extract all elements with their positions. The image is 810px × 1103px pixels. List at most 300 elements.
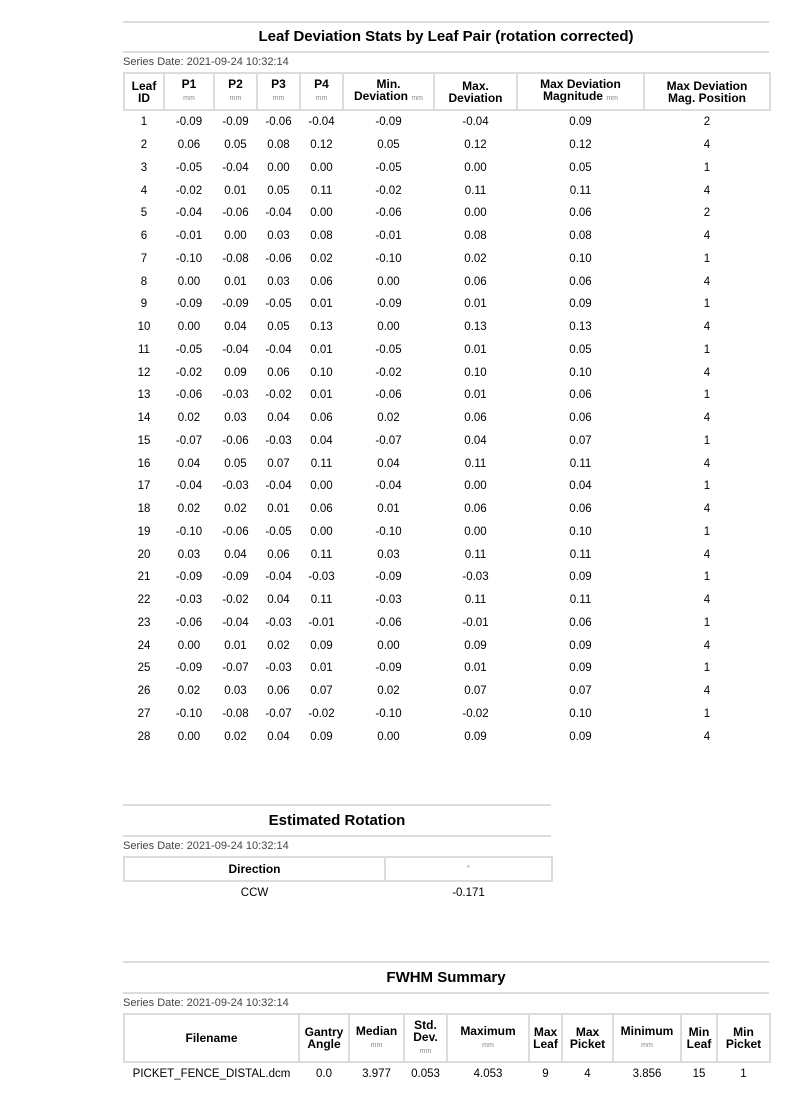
header-label-line2: Magnitude [542, 89, 603, 103]
table-cell: -0.06 [222, 434, 249, 447]
table-row [124, 134, 770, 157]
table-cell: 12 [137, 366, 151, 379]
table-cell: 4 [584, 1068, 591, 1081]
header-label-line2: Leaf [686, 1037, 712, 1051]
table-cell: -0.01 [375, 230, 402, 243]
table-cell: 0.06 [464, 412, 487, 425]
table-row [124, 407, 770, 430]
table-cell: -0.09 [175, 298, 203, 311]
table-cell: -0.03 [308, 571, 335, 584]
table-cell: -0.02 [462, 707, 489, 720]
leaf_table-header-cell [124, 73, 164, 110]
table-cell: 0.09 [569, 730, 592, 743]
table-cell: -0.01 [175, 230, 203, 243]
fwhm_table-header-cell [529, 1014, 562, 1062]
table-cell: -0.04 [222, 616, 249, 629]
table-cell: -0.03 [462, 571, 489, 584]
leaf-deviation-table [123, 72, 771, 748]
table-cell: 0.053 [411, 1068, 440, 1081]
table-cell: 0.04 [267, 412, 290, 425]
leaf-header-row [124, 73, 770, 110]
table-cell: -0.10 [375, 252, 402, 265]
header-label-line2: Picket [569, 1037, 606, 1051]
table-cell: 22 [137, 594, 151, 607]
table-cell: -0.10 [375, 707, 402, 720]
table-cell: 4 [703, 548, 711, 561]
table-row [124, 634, 770, 657]
table-cell: 0.08 [267, 139, 290, 152]
table-cell: 4 [703, 594, 711, 607]
table-row [124, 881, 552, 905]
table-cell: -0.06 [175, 616, 203, 629]
table-cell: -0.04 [462, 116, 489, 129]
table-cell: -0.171 [452, 887, 485, 900]
title-rule [123, 992, 769, 994]
table-cell: -0.03 [265, 434, 292, 447]
table-cell: -0.09 [375, 298, 402, 311]
title-rule [123, 51, 769, 53]
table-cell: 0.11 [569, 184, 592, 197]
table-cell: 0.05 [377, 139, 400, 152]
table-cell: 0.11 [464, 548, 487, 561]
table-cell: 0.07 [267, 457, 290, 470]
table-cell: 0.09 [310, 639, 333, 652]
table-cell: 1 [703, 343, 711, 356]
table-cell: 0.09 [464, 730, 487, 743]
table-cell: 0.01 [224, 639, 247, 652]
header-label: Gantry [304, 1025, 344, 1039]
header-label: Filename [185, 1031, 238, 1045]
table-row [124, 475, 770, 498]
table-row [124, 179, 770, 202]
table-cell: 0.01 [224, 275, 247, 288]
table-cell: 0.0 [316, 1068, 332, 1081]
table-cell: 25 [137, 662, 151, 675]
header-label: Min [688, 1025, 710, 1039]
table-cell: 0.06 [464, 503, 487, 516]
header-label: Min [733, 1025, 754, 1039]
table-cell: 0.10 [569, 252, 592, 265]
table-cell: -0.09 [222, 298, 249, 311]
table-cell: 0.00 [267, 161, 290, 174]
table-cell: 0.03 [224, 685, 247, 698]
table-cell: -0.09 [175, 116, 203, 129]
table-cell: 0.05 [267, 184, 290, 197]
table-cell: 0.13 [464, 321, 487, 334]
table-cell: -0.03 [175, 594, 203, 607]
table-cell: -0.07 [175, 434, 203, 447]
table-cell: 0.02 [177, 412, 201, 425]
table-row [124, 543, 770, 566]
table-row [124, 680, 770, 703]
table-cell: 0.02 [377, 685, 400, 698]
fwhm_table-header-cell [404, 1014, 447, 1062]
table-row [124, 657, 770, 680]
table-cell: 1 [703, 480, 711, 493]
table-cell: 0.12 [464, 139, 487, 152]
table-cell: 0.00 [310, 525, 333, 538]
table-cell: 0.02 [377, 412, 400, 425]
table-cell: 7 [140, 252, 148, 265]
table-cell: 21 [137, 571, 151, 584]
table-cell: 0.02 [177, 685, 201, 698]
table-row [124, 270, 770, 293]
table-row [124, 202, 770, 225]
table-cell: 0.11 [464, 594, 487, 607]
table-cell: 0.06 [464, 275, 487, 288]
rotation-table-title: Estimated Rotation [268, 812, 406, 829]
table-cell: 0.12 [310, 139, 333, 152]
table-cell: -0.03 [375, 594, 402, 607]
table-cell: -0.08 [222, 252, 249, 265]
table-cell: 0.09 [569, 116, 592, 129]
table-cell: -0.06 [222, 525, 249, 538]
table-cell: 0.06 [569, 616, 592, 629]
table-row [124, 248, 770, 271]
header-label-line2: Deviation [448, 90, 503, 105]
table-cell: 1 [703, 571, 711, 584]
table-cell: 0.11 [310, 594, 333, 607]
table-row [124, 430, 770, 453]
table-cell: 0.01 [464, 343, 487, 356]
table-cell: 0.03 [377, 548, 400, 561]
table-cell: 0.07 [310, 685, 333, 698]
table-cell: 28 [137, 730, 151, 743]
fwhm-section [123, 961, 769, 1086]
table-cell: PICKET_FENCE_DISTAL.dcm [132, 1068, 291, 1081]
table-cell: 0.02 [267, 639, 290, 652]
table-cell: 0.08 [464, 230, 487, 243]
header-label: Maximum [460, 1023, 516, 1038]
table-cell: -0.04 [222, 161, 249, 174]
fwhm_table-header-cell [562, 1014, 613, 1062]
table-row [124, 725, 770, 748]
fwhm_table-header-cell [447, 1014, 529, 1062]
table-cell: 0.06 [177, 139, 201, 152]
table-cell: CCW [240, 887, 269, 900]
fwhm_table-header-cell [349, 1014, 404, 1062]
table-cell: 0.08 [569, 230, 592, 243]
table-cell: 0.06 [569, 412, 592, 425]
table-cell: 6 [140, 230, 148, 243]
header-label-line2: Leaf [533, 1037, 558, 1051]
unit-label: mm [482, 1041, 494, 1049]
table-cell: -0.10 [175, 525, 203, 538]
table-cell: 0.02 [310, 252, 333, 265]
table-cell: 0.02 [224, 503, 247, 516]
table-cell: 0.00 [377, 321, 400, 334]
table-cell: -0.08 [222, 707, 249, 720]
header-label: P4 [314, 77, 329, 91]
table-cell: 4 [703, 366, 711, 379]
table-cell: 0.06 [310, 412, 333, 425]
table-row [124, 361, 770, 384]
table-cell: 0.03 [224, 412, 247, 425]
table-cell: -0.02 [175, 184, 203, 197]
table-row [124, 521, 770, 544]
leaf_table-header-cell [434, 73, 517, 110]
table-cell: 0.06 [310, 503, 333, 516]
table-cell: 0.04 [377, 457, 400, 470]
table-cell: 18 [137, 503, 151, 516]
table-cell: 11 [138, 343, 150, 356]
table-cell: 1 [703, 662, 711, 675]
table-cell: -0.01 [308, 616, 335, 629]
table-cell: 1 [703, 525, 711, 538]
table-cell: 0.06 [267, 366, 290, 379]
table-cell: -0.04 [375, 480, 402, 493]
table-cell: -0.05 [175, 161, 203, 174]
rotation-series-date: Series Date: 2021-09-24 10:32:14 [123, 840, 289, 852]
header-label-line2: Deviation [353, 89, 408, 103]
table-cell: -0.05 [175, 343, 203, 356]
unit-label: mm [229, 95, 242, 102]
table-cell: -0.02 [375, 366, 402, 379]
table-cell: 0.01 [310, 662, 333, 675]
table-cell: -0.06 [375, 207, 402, 220]
table-cell: 14 [137, 412, 151, 425]
leaf-table-body [124, 110, 770, 748]
table-cell: 0.10 [569, 366, 592, 379]
direction-header-cell: Direction [124, 857, 385, 881]
table-cell: 0.09 [224, 366, 247, 379]
table-row [124, 339, 770, 362]
table-cell: -0.03 [222, 389, 249, 402]
table-cell: 0.05 [569, 343, 592, 356]
table-cell: 0.00 [177, 321, 201, 334]
table-cell: 0.13 [310, 321, 333, 334]
header-label: Leaf [131, 78, 157, 93]
unit-label: mm [419, 1047, 432, 1055]
unit-label: mm [411, 95, 424, 102]
header-label: Max Deviation [666, 78, 748, 93]
table-cell: 0.02 [224, 730, 247, 743]
table-cell: 0.09 [569, 298, 592, 311]
leaf_table-header-cell [257, 73, 300, 110]
table-row [124, 110, 770, 134]
fwhm-table-title: FWHM Summary [386, 969, 506, 986]
table-cell: 2 [703, 116, 711, 129]
table-row [124, 452, 770, 475]
table-cell: -0.02 [175, 366, 203, 379]
table-cell: 0.01 [310, 389, 333, 402]
table-cell: 0.04 [267, 594, 290, 607]
table-cell: 0.00 [177, 639, 201, 652]
fwhm_table-header-cell [717, 1014, 770, 1062]
table-cell: 0.01 [377, 503, 400, 516]
table-cell: 0.04 [569, 480, 592, 493]
table-cell: 0.04 [464, 434, 487, 447]
table-cell: 4 [703, 275, 711, 288]
leaf-series-date: Series Date: 2021-09-24 10:32:14 [123, 56, 289, 68]
table-cell: 0.05 [224, 457, 247, 470]
fwhm-header-row [124, 1014, 770, 1062]
table-cell: 4 [703, 503, 711, 516]
table-cell: 0.04 [310, 434, 333, 447]
unit-label: mm [315, 95, 328, 102]
table-cell: -0.02 [265, 389, 292, 402]
rotation-section [123, 804, 551, 905]
table-cell: 0.03 [267, 275, 290, 288]
table-cell: 26 [137, 685, 151, 698]
table-cell: -0.09 [375, 116, 402, 129]
header-label: Minimum [620, 1023, 674, 1038]
table-cell: 0.00 [464, 161, 487, 174]
table-cell: 0.08 [310, 230, 333, 243]
table-cell: 0.11 [310, 548, 333, 561]
table-cell: -0.03 [265, 616, 292, 629]
table-cell: -0.06 [375, 389, 402, 402]
table-cell: 0.00 [464, 525, 487, 538]
table-cell: -0.06 [222, 207, 249, 220]
rotation-table-body [124, 881, 552, 905]
table-cell: 0.06 [310, 275, 333, 288]
table-cell: 0.00 [310, 161, 333, 174]
unit-label: mm [183, 95, 195, 102]
table-cell: -0.06 [265, 252, 292, 265]
table-cell: 0.03 [267, 230, 290, 243]
table-cell: 1 [703, 707, 711, 720]
header-label-line2: Picket [725, 1037, 762, 1051]
fwhm_table-header-cell [124, 1014, 299, 1062]
table-cell: 2 [140, 139, 148, 152]
table-cell: -0.09 [175, 571, 203, 584]
table-cell: -0.04 [175, 207, 203, 220]
table-cell: 4 [140, 184, 148, 197]
table-cell: 0.11 [464, 457, 487, 470]
table-cell: -0.09 [375, 571, 402, 584]
table-cell: -0.04 [265, 480, 292, 493]
table-cell: 4 [703, 321, 711, 334]
table-cell: 4 [703, 730, 711, 743]
table-cell: 0.09 [569, 639, 592, 652]
table-cell: 0.05 [267, 321, 290, 334]
table-row [124, 589, 770, 612]
table-cell: 1 [703, 434, 711, 447]
table-cell: -0.10 [175, 252, 203, 265]
table-cell: 0.00 [310, 207, 333, 220]
table-cell: 0.11 [310, 184, 333, 197]
table-cell: 0.06 [569, 275, 592, 288]
table-cell: 0.03 [177, 548, 201, 561]
table-cell: -0.10 [175, 707, 203, 720]
table-cell: -0.03 [222, 480, 249, 493]
table-cell: -0.03 [265, 662, 292, 675]
table-row [124, 384, 770, 407]
table-cell: -0.01 [462, 616, 489, 629]
table-cell: 1 [740, 1068, 747, 1081]
fwhm_table-header-cell [681, 1014, 717, 1062]
table-cell: 17 [137, 480, 151, 493]
table-cell: -0.09 [175, 662, 203, 675]
table-cell: 4 [703, 230, 711, 243]
leaf_table-header-cell [517, 73, 644, 110]
table-cell: 0.11 [569, 548, 592, 561]
table-cell: 0.07 [569, 685, 592, 698]
table-row [124, 612, 770, 635]
table-cell: 0.04 [224, 548, 247, 561]
table-cell: -0.09 [222, 116, 249, 129]
table-cell: 1 [703, 161, 711, 174]
unit-label: mm [272, 95, 285, 102]
table-cell: 20 [137, 548, 151, 561]
table-cell: 0.02 [177, 503, 201, 516]
table-cell: 0.09 [464, 639, 487, 652]
table-cell: 0.06 [569, 389, 592, 402]
fwhm_table-header-cell [613, 1014, 681, 1062]
table-cell: -0.10 [375, 525, 402, 538]
table-cell: 1 [703, 252, 711, 265]
table-cell: 0.06 [267, 548, 290, 561]
table-cell: -0.06 [375, 616, 402, 629]
table-row [124, 1062, 770, 1086]
table-cell: -0.05 [375, 343, 402, 356]
table-cell: 0.04 [267, 730, 290, 743]
degree-header-cell: ° [385, 857, 552, 881]
table-cell: 0.09 [569, 571, 592, 584]
table-cell: 0.02 [464, 252, 487, 265]
table-cell: 1 [703, 616, 711, 629]
leaf-table-title: Leaf Deviation Stats by Leaf Pair (rotation corrected) [258, 28, 634, 45]
table-cell: 0.01 [267, 503, 290, 516]
table-cell: 0.04 [177, 457, 201, 470]
leaf-deviation-section [123, 21, 769, 748]
table-cell: 0.13 [569, 321, 592, 334]
table-cell: -0.07 [265, 707, 292, 720]
table-cell: 1 [703, 389, 711, 402]
header-label-line2: Dev. [413, 1029, 438, 1044]
header-label-line2: ID [138, 90, 150, 105]
table-cell: 0.09 [569, 662, 592, 675]
header-label: Max Deviation [540, 77, 621, 91]
header-label: Median [355, 1023, 398, 1038]
table-cell: 3.856 [632, 1068, 662, 1081]
table-cell: 24 [137, 639, 151, 652]
table-cell: 0.01 [310, 343, 333, 356]
leaf_table-header-cell [644, 73, 770, 110]
fwhm-table-body [124, 1062, 770, 1086]
table-cell: -0.06 [175, 389, 203, 402]
table-cell: 0.06 [267, 685, 290, 698]
table-cell: 0.01 [310, 298, 333, 311]
table-cell: 0.11 [464, 184, 487, 197]
header-label: Max [575, 1025, 600, 1039]
table-cell: 0.05 [569, 161, 592, 174]
title-rule [123, 835, 551, 837]
table-cell: 0.00 [377, 639, 400, 652]
header-label: P2 [228, 77, 243, 91]
leaf_table-header-cell [164, 73, 214, 110]
table-cell: 13 [137, 389, 151, 402]
rotation-table [123, 856, 553, 905]
unit-label: mm [641, 1041, 653, 1049]
table-cell: 0.00 [377, 275, 400, 288]
header-label-line2: Angle [307, 1037, 341, 1051]
header-label: Max. [462, 78, 489, 93]
table-cell: 0.11 [569, 594, 592, 607]
fwhm_table-header-cell [299, 1014, 349, 1062]
table-row [124, 498, 770, 521]
table-cell: -0.09 [375, 662, 402, 675]
table-cell: 3.977 [362, 1068, 391, 1081]
table-cell: 0.10 [310, 366, 333, 379]
table-cell: -0.09 [222, 571, 249, 584]
table-cell: 0.00 [310, 480, 333, 493]
table-row [124, 293, 770, 316]
table-cell: -0.05 [265, 298, 292, 311]
table-cell: 2 [703, 207, 711, 220]
leaf_table-header-cell [343, 73, 434, 110]
